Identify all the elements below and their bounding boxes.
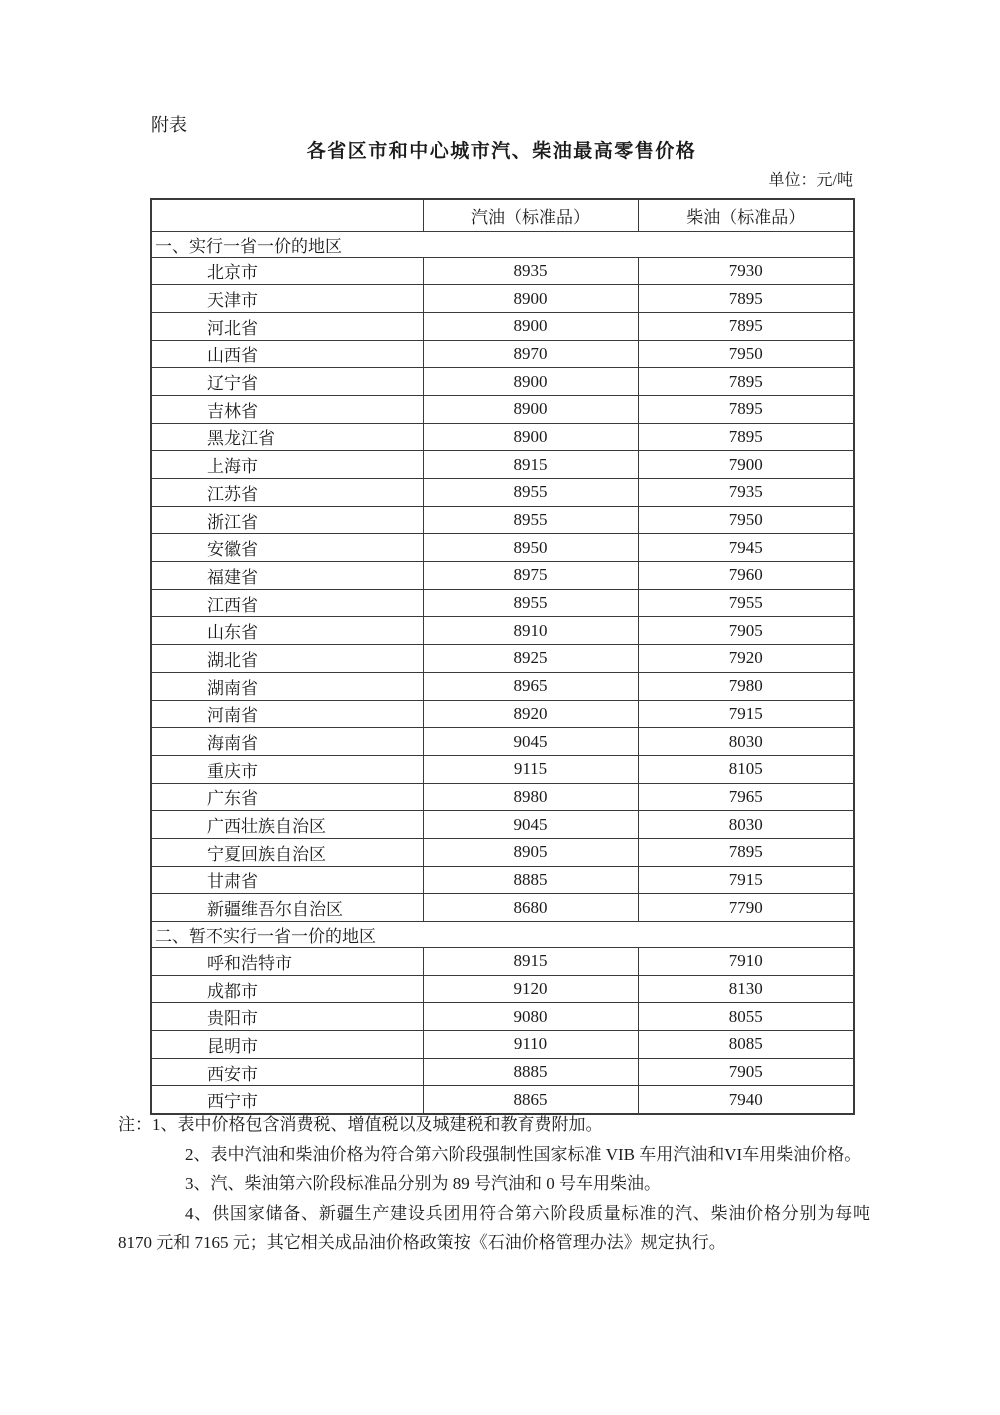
section-header-label: 一、实行一省一价的地区 <box>151 231 854 257</box>
region-cell: 天津市 <box>151 285 423 313</box>
gasoline-price-cell: 8915 <box>423 451 638 479</box>
gasoline-price-cell: 8950 <box>423 534 638 562</box>
col-header-region <box>151 199 423 231</box>
price-table-body <box>151 231 854 1114</box>
gasoline-price-cell: 9115 <box>423 755 638 783</box>
section-header-label: 二、暂不实行一省一价的地区 <box>151 922 854 948</box>
region-cell: 福建省 <box>151 562 423 590</box>
unit-label: 单位：元/吨 <box>768 172 853 189</box>
table-row <box>151 700 854 728</box>
region-cell: 贵阳市 <box>151 1003 423 1031</box>
region-cell: 吉林省 <box>151 395 423 423</box>
table-row <box>151 728 854 756</box>
col-header-gasoline: 汽油（标准品） <box>423 199 638 231</box>
page-title: 各省区市和中心城市汽、柴油最高零售价格 <box>306 141 697 162</box>
section-header-row <box>151 231 854 257</box>
diesel-price-cell: 7790 <box>638 894 854 922</box>
note-2: 2、表中汽油和柴油价格为符合第六阶段强制性国家标准 VIB 车用汽油和VI车用柴油价格。 <box>185 1144 862 1164</box>
diesel-price-cell: 7930 <box>638 257 854 285</box>
diesel-price-cell: 7915 <box>638 700 854 728</box>
diesel-price-cell: 7895 <box>638 395 854 423</box>
section-header-row <box>151 922 854 948</box>
gasoline-price-cell: 8900 <box>423 368 638 396</box>
gasoline-price-cell: 9080 <box>423 1003 638 1031</box>
table-row <box>151 975 854 1003</box>
region-cell: 安徽省 <box>151 534 423 562</box>
notes-block <box>118 1110 870 1258</box>
table-row <box>151 534 854 562</box>
diesel-price-cell: 8130 <box>638 975 854 1003</box>
table-row <box>151 562 854 590</box>
diesel-price-cell: 7950 <box>638 340 854 368</box>
gasoline-price-cell: 9045 <box>423 811 638 839</box>
table-row <box>151 866 854 894</box>
diesel-price-cell: 8105 <box>638 755 854 783</box>
region-cell: 江苏省 <box>151 479 423 507</box>
diesel-price-cell: 7895 <box>638 423 854 451</box>
diesel-price-cell: 7915 <box>638 866 854 894</box>
gasoline-price-cell: 8905 <box>423 838 638 866</box>
region-cell: 山东省 <box>151 617 423 645</box>
diesel-price-cell: 8085 <box>638 1031 854 1059</box>
region-cell: 海南省 <box>151 728 423 756</box>
table-row <box>151 645 854 673</box>
diesel-price-cell: 7910 <box>638 948 854 976</box>
table-row <box>151 1003 854 1031</box>
region-cell: 湖南省 <box>151 672 423 700</box>
note-1: 注：1、表中价格包含消费税、增值税以及城建税和教育费附加。 <box>118 1115 603 1134</box>
gasoline-price-cell: 9045 <box>423 728 638 756</box>
region-cell: 呼和浩特市 <box>151 948 423 976</box>
region-cell: 河南省 <box>151 700 423 728</box>
region-cell: 上海市 <box>151 451 423 479</box>
gasoline-price-cell: 9120 <box>423 975 638 1003</box>
diesel-price-cell: 7905 <box>638 1058 854 1086</box>
diesel-price-cell: 7980 <box>638 672 854 700</box>
diesel-price-cell: 7895 <box>638 838 854 866</box>
table-row <box>151 285 854 313</box>
table-row <box>151 617 854 645</box>
region-cell: 甘肃省 <box>151 866 423 894</box>
table-row <box>151 811 854 839</box>
note-3: 3、汽、柴油第六阶段标准品分别为 89 号汽油和 0 号车用柴油。 <box>185 1174 661 1193</box>
diesel-price-cell: 7955 <box>638 589 854 617</box>
gasoline-price-cell: 8975 <box>423 562 638 590</box>
diesel-price-cell: 7895 <box>638 285 854 313</box>
diesel-price-cell: 8030 <box>638 728 854 756</box>
gasoline-price-cell: 8955 <box>423 589 638 617</box>
table-row <box>151 783 854 811</box>
table-row <box>151 894 854 922</box>
region-cell: 西宁市 <box>151 1086 423 1114</box>
diesel-price-cell: 7935 <box>638 479 854 507</box>
region-cell: 湖北省 <box>151 645 423 673</box>
price-table <box>150 198 855 1115</box>
gasoline-price-cell: 8865 <box>423 1086 638 1114</box>
gasoline-price-cell: 8980 <box>423 783 638 811</box>
table-row <box>151 755 854 783</box>
region-cell: 西安市 <box>151 1058 423 1086</box>
gasoline-price-cell: 8900 <box>423 423 638 451</box>
region-cell: 黑龙江省 <box>151 423 423 451</box>
gasoline-price-cell: 8920 <box>423 700 638 728</box>
diesel-price-cell: 7900 <box>638 451 854 479</box>
gasoline-price-cell: 8885 <box>423 1058 638 1086</box>
diesel-price-cell: 7920 <box>638 645 854 673</box>
table-row <box>151 340 854 368</box>
table-row <box>151 479 854 507</box>
gasoline-price-cell: 8955 <box>423 479 638 507</box>
region-cell: 宁夏回族自治区 <box>151 838 423 866</box>
diesel-price-cell: 7895 <box>638 312 854 340</box>
gasoline-price-cell: 8900 <box>423 312 638 340</box>
appendix-label: 附表 <box>151 115 187 135</box>
table-row <box>151 948 854 976</box>
diesel-price-cell: 7940 <box>638 1086 854 1114</box>
gasoline-price-cell: 9110 <box>423 1031 638 1059</box>
diesel-price-cell: 7960 <box>638 562 854 590</box>
table-row <box>151 368 854 396</box>
region-cell: 昆明市 <box>151 1031 423 1059</box>
diesel-price-cell: 7965 <box>638 783 854 811</box>
table-row <box>151 1031 854 1059</box>
region-cell: 浙江省 <box>151 506 423 534</box>
gasoline-price-cell: 8935 <box>423 257 638 285</box>
region-cell: 北京市 <box>151 257 423 285</box>
gasoline-price-cell: 8925 <box>423 645 638 673</box>
table-row <box>151 423 854 451</box>
col-header-diesel: 柴油（标准品） <box>638 199 854 231</box>
region-cell: 辽宁省 <box>151 368 423 396</box>
region-cell: 江西省 <box>151 589 423 617</box>
gasoline-price-cell: 8965 <box>423 672 638 700</box>
gasoline-price-cell: 8915 <box>423 948 638 976</box>
gasoline-price-cell: 8885 <box>423 866 638 894</box>
table-row <box>151 506 854 534</box>
table-row <box>151 1058 854 1086</box>
diesel-price-cell: 7895 <box>638 368 854 396</box>
region-cell: 广西壮族自治区 <box>151 811 423 839</box>
table-row <box>151 672 854 700</box>
table-row <box>151 395 854 423</box>
price-table-head <box>151 199 854 231</box>
diesel-price-cell: 7950 <box>638 506 854 534</box>
diesel-price-cell: 7905 <box>638 617 854 645</box>
table-row <box>151 257 854 285</box>
region-cell: 新疆维吾尔自治区 <box>151 894 423 922</box>
gasoline-price-cell: 8910 <box>423 617 638 645</box>
table-row <box>151 451 854 479</box>
note-4: 4、供国家储备、新疆生产建设兵团用符合第六阶段质量标准的汽、柴油价格分别为每吨 8170 元和 7165 元；其它相关成品油价格政策按《石油价格管理办法》规定执行。 <box>118 1203 870 1252</box>
region-cell: 河北省 <box>151 312 423 340</box>
region-cell: 成都市 <box>151 975 423 1003</box>
diesel-price-cell: 7945 <box>638 534 854 562</box>
gasoline-price-cell: 8955 <box>423 506 638 534</box>
table-row <box>151 312 854 340</box>
region-cell: 广东省 <box>151 783 423 811</box>
table-header-row <box>151 199 854 231</box>
table-row <box>151 838 854 866</box>
gasoline-price-cell: 8970 <box>423 340 638 368</box>
gasoline-price-cell: 8900 <box>423 285 638 313</box>
gasoline-price-cell: 8680 <box>423 894 638 922</box>
diesel-price-cell: 8055 <box>638 1003 854 1031</box>
table-row <box>151 589 854 617</box>
region-cell: 山西省 <box>151 340 423 368</box>
region-cell: 重庆市 <box>151 755 423 783</box>
diesel-price-cell: 8030 <box>638 811 854 839</box>
gasoline-price-cell: 8900 <box>423 395 638 423</box>
